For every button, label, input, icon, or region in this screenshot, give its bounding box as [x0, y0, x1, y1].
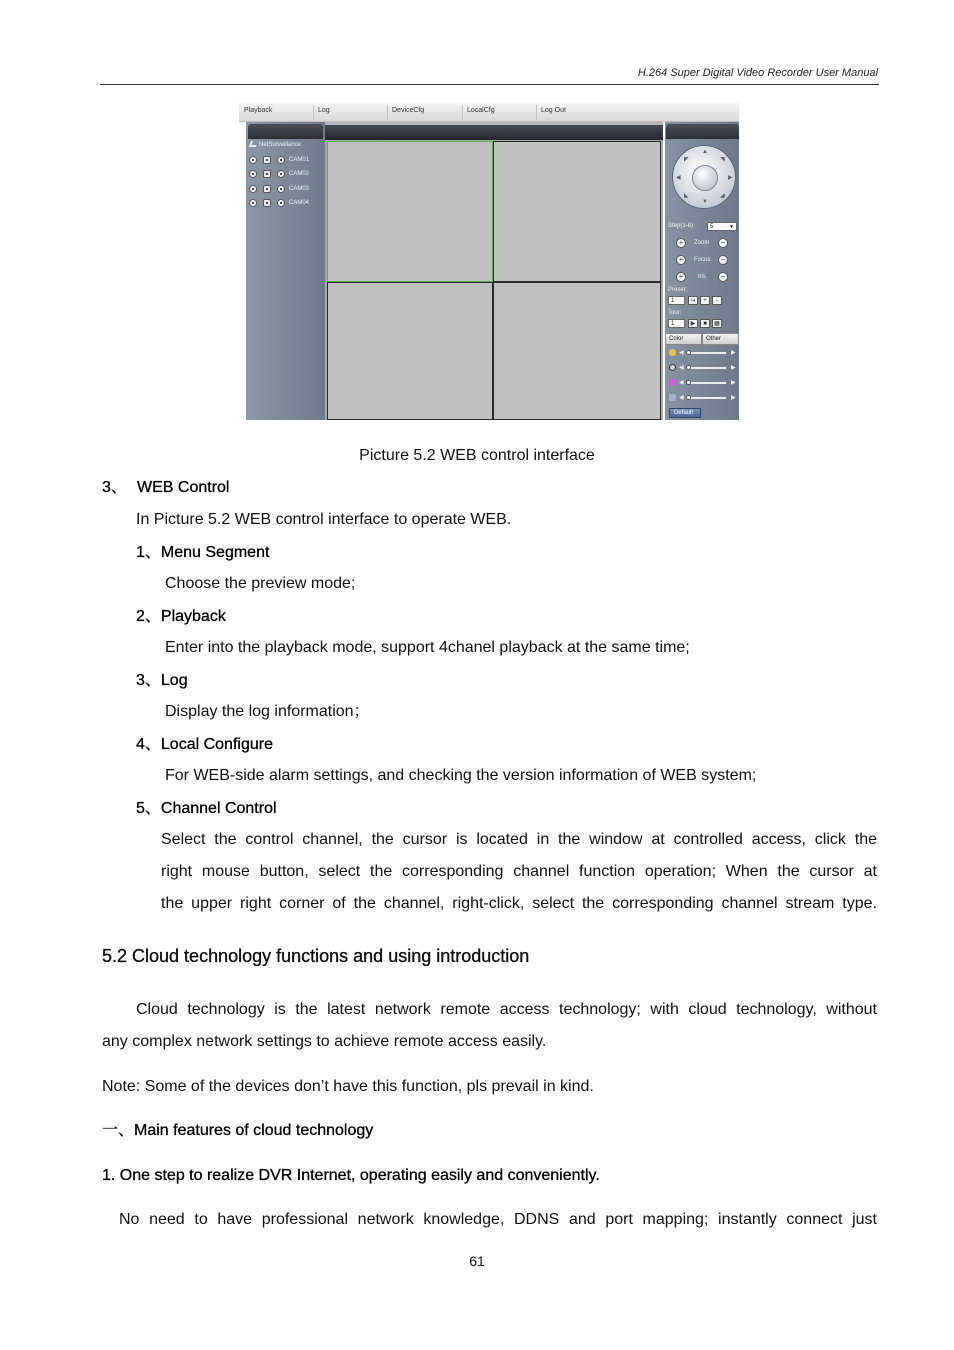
local-configure-heading: 4、Local Configure [136, 736, 273, 753]
playback-heading: 2、Playback [136, 608, 226, 625]
web-interface-figure [239, 103, 739, 420]
log-text: Display the log information； [165, 703, 370, 720]
increase-icon[interactable]: ▶ [731, 380, 736, 386]
arrow-left-icon[interactable]: ◀ [676, 175, 681, 181]
record-icon[interactable] [249, 170, 257, 178]
play-icon[interactable] [263, 199, 271, 207]
menu-bar [239, 103, 739, 122]
tab-color[interactable]: Color [665, 333, 702, 345]
slider-knob[interactable] [686, 350, 691, 355]
arrow-downright-icon[interactable]: ◢ [720, 193, 725, 199]
tab-other[interactable]: Other [702, 333, 739, 345]
page-number: 61 [469, 1253, 485, 1269]
record-icon[interactable] [249, 185, 257, 193]
hue-slider[interactable] [669, 393, 737, 403]
channel-control-line: the upper right corner of the channel, right-click, select the corresponding channel stream type. [161, 895, 877, 912]
arrow-downleft-icon[interactable]: ◣ [684, 193, 689, 199]
arrow-upleft-icon[interactable]: ◤ [684, 157, 689, 163]
brightness-icon [669, 349, 676, 356]
tree-root[interactable] [250, 141, 301, 148]
figure-caption: Picture 5.2 WEB control interface [359, 447, 595, 464]
increase-icon[interactable]: ▶ [731, 395, 736, 401]
channel-control-line: Select the control channel, the cursor is located in the window at controlled access, click the [161, 831, 877, 848]
panel-tab [666, 124, 739, 139]
menu-localcfg[interactable]: LocalCfg [467, 107, 495, 114]
brightness-slider[interactable] [669, 348, 737, 358]
saturation-slider[interactable] [669, 378, 737, 388]
arrow-upright-icon[interactable]: ◥ [720, 157, 725, 163]
video-grid-panel [325, 122, 663, 420]
camera-label: CAM01 [289, 157, 310, 163]
play-icon[interactable] [263, 156, 271, 164]
ptz-control-panel [665, 122, 739, 420]
decrease-icon[interactable]: ◀ [679, 350, 684, 356]
camera-row[interactable] [249, 169, 323, 179]
video-window[interactable] [493, 141, 661, 282]
cloud-note: Note: Some of the devices don’t have this function, pls prevail in kind. [102, 1078, 594, 1095]
video-window[interactable] [327, 141, 493, 282]
talk-icon[interactable] [277, 199, 285, 207]
panel-tab [325, 122, 663, 140]
web-control-heading: WEB Control [137, 479, 230, 496]
zoom-out-button[interactable]: − [718, 238, 728, 248]
slider-track[interactable] [686, 382, 726, 384]
decrease-icon[interactable]: ◀ [679, 365, 684, 371]
iris-close-button[interactable]: − [718, 272, 728, 282]
menu-segment-text: Choose the preview mode; [165, 575, 356, 592]
saturation-icon [669, 379, 676, 386]
channel-control-line: right mouse button, select the corresponding channel function operation; When the cursor at [161, 863, 877, 880]
feature-one-heading: 1. One step to realize DVR Internet, operating easily and conveniently. [102, 1167, 600, 1184]
menu-separator [462, 105, 463, 120]
menu-playback[interactable]: Playback [244, 107, 273, 114]
decrease-icon[interactable]: ◀ [679, 380, 684, 386]
header-rule [100, 84, 879, 85]
playback-text: Enter into the playback mode, support 4chanel playback at the same time; [165, 639, 690, 656]
slider-knob[interactable] [686, 365, 691, 370]
increase-icon[interactable]: ▶ [731, 350, 736, 356]
iris-open-button[interactable]: + [676, 272, 686, 282]
play-icon[interactable] [263, 170, 271, 178]
slider-track[interactable] [686, 352, 726, 354]
play-icon[interactable] [263, 185, 271, 193]
video-window[interactable] [493, 282, 661, 420]
step-select[interactable] [707, 222, 737, 231]
web-control-intro: In Picture 5.2 WEB control interface to operate WEB. [136, 511, 512, 528]
focus-in-button[interactable]: + [676, 255, 686, 265]
talk-icon[interactable] [277, 156, 285, 164]
menu-log[interactable]: Log [318, 107, 330, 114]
menu-separator [313, 105, 314, 120]
tour-label: Tour: [668, 310, 682, 316]
log-heading: 3、Log [136, 672, 188, 689]
record-icon[interactable] [249, 156, 257, 164]
menu-logout[interactable]: Log Out [541, 107, 566, 114]
talk-icon[interactable] [277, 170, 285, 178]
camera-label: CAM04 [289, 200, 310, 206]
zoom-label: Zoom [694, 240, 710, 246]
tree-root-icon [249, 141, 258, 147]
local-configure-text: For WEB-side alarm settings, and checking the version information of WEB system; [165, 767, 757, 784]
menu-separator [387, 105, 388, 120]
tour-play-button[interactable]: ▶ [688, 319, 698, 328]
feature-one-text: No need to have professional network knowledge, DDNS and port mapping; instantly connect just [119, 1211, 877, 1228]
contrast-icon [669, 364, 676, 371]
focus-label: Focus [694, 257, 711, 263]
talk-icon[interactable] [277, 185, 285, 193]
section-heading: 5.2 Cloud technology functions and using introduction [102, 946, 530, 966]
menu-separator [536, 105, 537, 120]
camera-row[interactable] [249, 198, 323, 208]
decrease-icon[interactable]: ◀ [679, 395, 684, 401]
slider-track[interactable] [686, 367, 726, 369]
record-icon[interactable] [249, 199, 257, 207]
preset-input[interactable]: 1 [668, 296, 685, 305]
web-control-number: 3、 [102, 479, 127, 496]
hue-icon [669, 394, 676, 401]
arrow-down-icon[interactable]: ▼ [702, 199, 708, 205]
arrow-right-icon[interactable]: ▶ [728, 175, 733, 181]
cloud-intro-line: Cloud technology is the latest network remote access technology; with cloud technology, without [136, 1001, 877, 1018]
iris-label: Iris [698, 274, 706, 280]
menu-devicecfg[interactable]: DeviceCfg [392, 107, 425, 114]
step-label: Step(1-8) [668, 223, 694, 229]
main-features-heading: 一、Main features of cloud technology [102, 1122, 374, 1139]
arrow-up-icon[interactable]: ▲ [702, 149, 708, 155]
preset-remove-button[interactable]: − [712, 296, 722, 305]
focus-out-button[interactable]: − [718, 255, 728, 265]
slider-knob[interactable] [686, 380, 691, 385]
camera-row[interactable] [249, 155, 323, 165]
step-value: 5 [710, 224, 714, 230]
running-header: H.264 Super Digital Video Recorder User Manual [637, 67, 878, 79]
panel-tab [248, 124, 323, 139]
default-button[interactable]: Default [669, 408, 701, 418]
tree-root-label: NetSurveillance [259, 142, 302, 148]
menu-segment-heading: 1、Menu Segment [136, 544, 270, 561]
chevron-down-icon: ▼ [729, 224, 734, 230]
tour-grid-button[interactable]: ▦ [712, 319, 722, 328]
preset-goto-button[interactable]: ↪ [688, 296, 698, 305]
slider-knob[interactable] [686, 395, 691, 400]
tour-input[interactable]: 1 [668, 319, 685, 328]
contrast-slider[interactable] [669, 363, 737, 373]
cloud-intro-line: any complex network settings to achieve remote access easily. [102, 1033, 547, 1050]
camera-label: CAM03 [289, 186, 310, 192]
channel-control-heading: 5、Channel Control [136, 800, 277, 817]
preset-label: Preset: [668, 287, 688, 293]
preset-add-button[interactable]: + [700, 296, 710, 305]
ptz-center-knob[interactable] [692, 165, 718, 191]
camera-label: CAM02 [289, 171, 310, 177]
video-window[interactable] [327, 282, 493, 420]
ptz-direction-pad[interactable] [672, 145, 736, 209]
tour-stop-button[interactable]: ■ [700, 319, 710, 328]
device-tree-panel [246, 122, 325, 420]
zoom-in-button[interactable]: + [676, 238, 686, 248]
increase-icon[interactable]: ▶ [731, 365, 736, 371]
slider-track[interactable] [686, 397, 726, 399]
camera-row[interactable] [249, 184, 323, 194]
